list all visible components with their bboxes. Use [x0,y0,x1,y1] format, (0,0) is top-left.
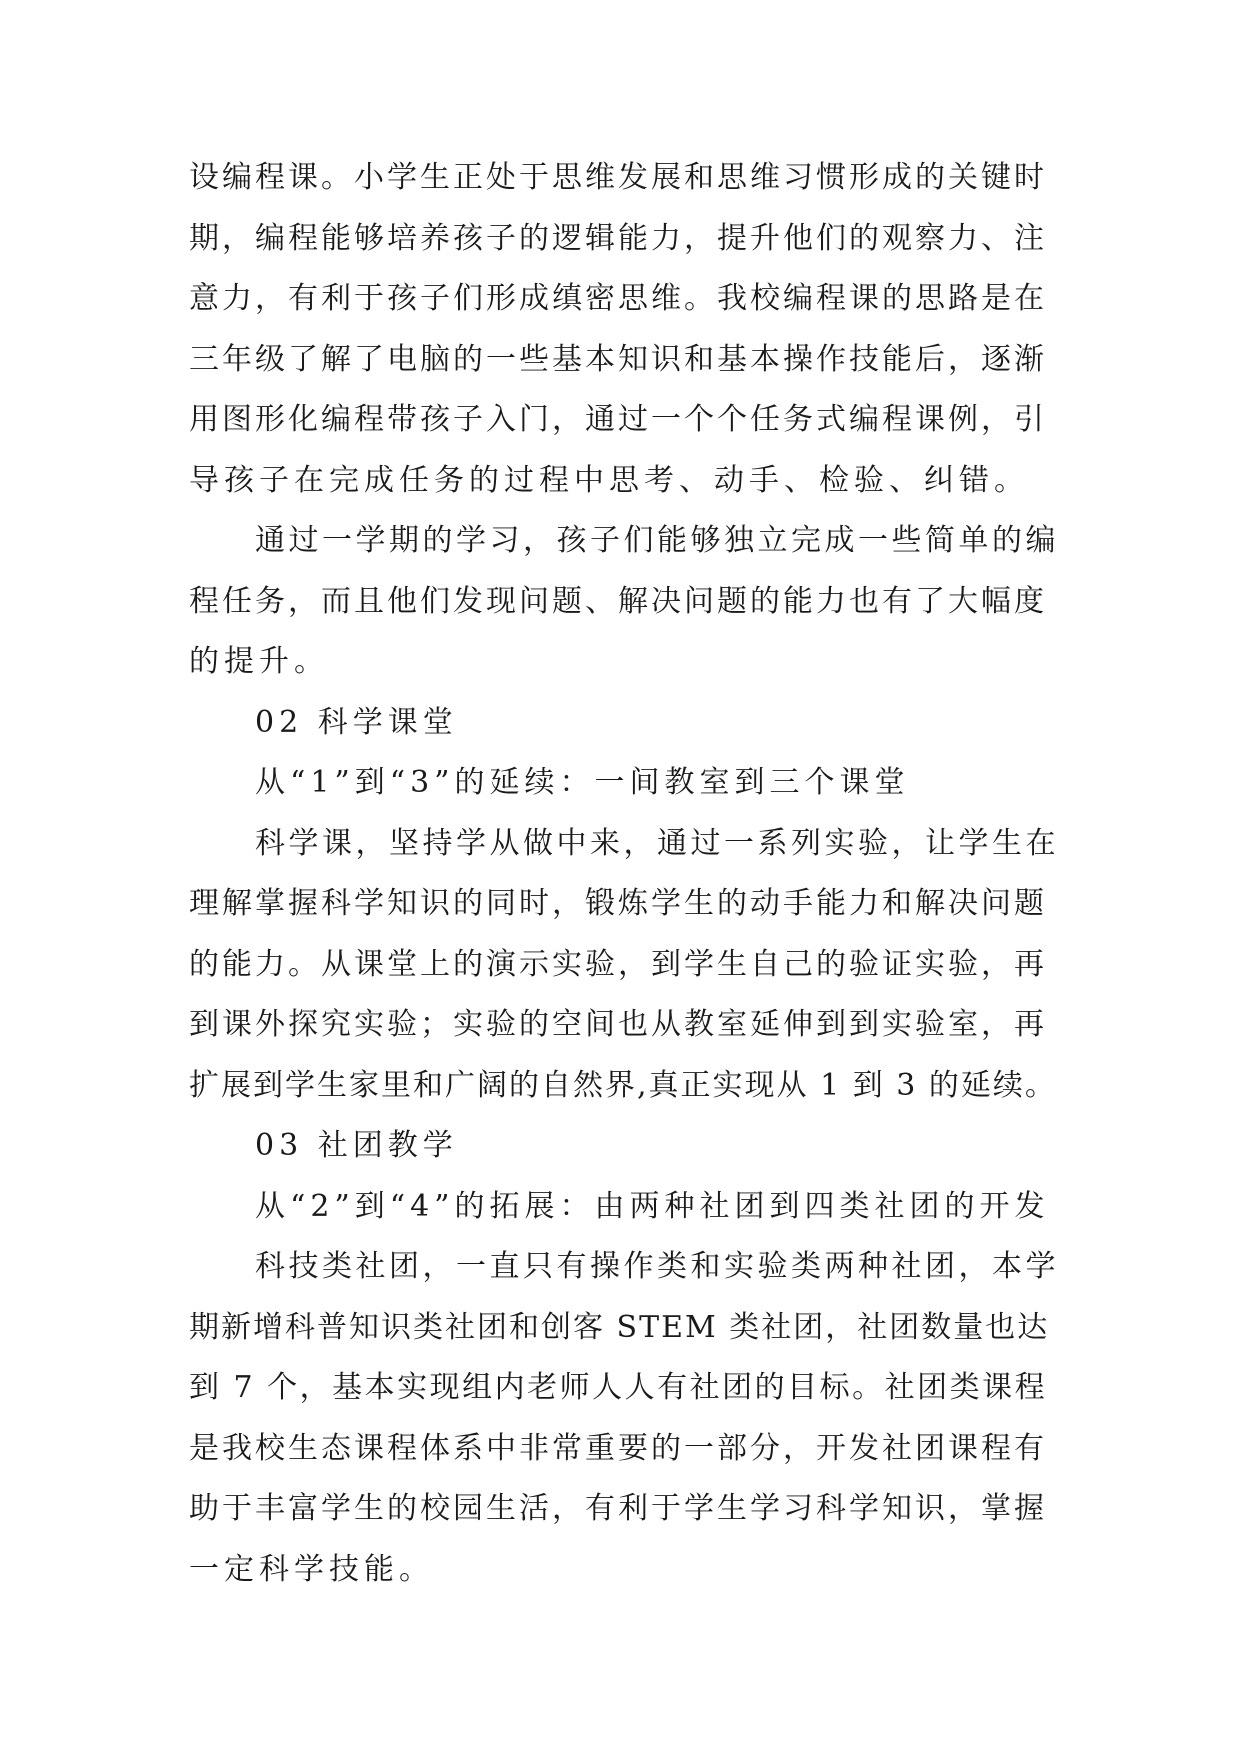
text-line: 导孩子在完成任务的过程中思考、动手、检验、纠错。 [189,462,1029,498]
text-line: 设编程课。小学生正处于思维发展和思维习惯形成的关键时 [189,160,1047,195]
paragraph-start-line: 通过一学期的学习，孩子们能够独立完成一些简单的编 [255,523,1059,558]
text-line: 一定科学技能。 [189,1551,434,1587]
text-line: 三年级了解了电脑的一些基本知识和基本操作技能后，逐渐 [189,341,1047,377]
section-heading-science: 02 科学课堂 [255,704,458,740]
text-line: 期，编程能够培养孩子的逻辑能力，提升他们的观察力、注 [189,220,1047,256]
text-line: 程任务，而且他们发现问题、解决问题的能力也有了大幅度 [189,583,1047,619]
text-line: 是我校生态课程体系中非常重要的一部分，开发社团课程有 [189,1430,1047,1466]
text-line: 的能力。从课堂上的演示实验，到学生自己的验证实验，再 [189,946,1047,982]
text-line: 理解掌握科学知识的同时，锻炼学生的动手能力和解决问题 [189,886,1047,921]
paragraph-start-line: 科学课，坚持学从做中来，通过一系列实验，让学生在 [255,825,1059,861]
text-line: 用图形化编程带孩子入门，通过一个个任务式编程课例，引 [189,402,1047,437]
section-subheading-science: 从“1”到“3”的延续：一间教室到三个课堂 [255,765,910,800]
section-subheading-clubs: 从“2”到“4”的拓展：由两种社团到四类社团的开发 [255,1188,1050,1224]
section-heading-clubs: 03 社团教学 [255,1128,458,1163]
text-line: 期新增科普知识类社团和创客 STEM 类社团，社团数量也达 [189,1309,1050,1345]
text-line: 到 7 个，基本实现组内老师人人有社团的目标。社团类课程 [189,1370,1048,1405]
text-line: 助于丰富学生的校园生活，有利于学生学习科学知识，掌握 [189,1491,1047,1526]
document-page [189,148,1059,1600]
paragraph-start-line: 科技类社团，一直只有操作类和实验类两种社团，本学 [255,1249,1059,1284]
text-line: 扩展到学生家里和广阔的自然界,真正实现从 1 到 3 的延续。 [189,1067,1057,1103]
text-line: 意力，有利于孩子们形成缜密思维。我校编程课的思路是在 [189,281,1047,316]
text-line: 到课外探究实验；实验的空间也从教室延伸到到实验室，再 [189,1007,1047,1042]
text-line: 的提升。 [189,644,329,679]
